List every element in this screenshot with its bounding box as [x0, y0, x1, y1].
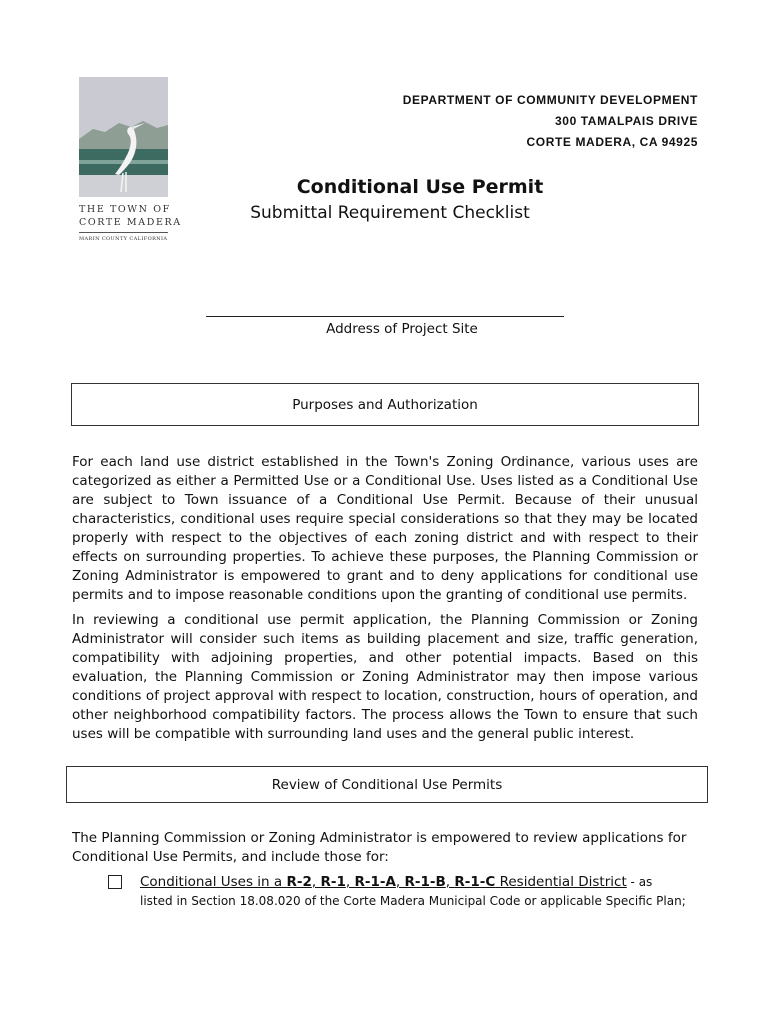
department-name: DEPARTMENT OF COMMUNITY DEVELOPMENT [402, 93, 698, 107]
department-city: CORTE MADERA, CA 94925 [526, 135, 698, 149]
section-title-purposes: Purposes and Authorization [292, 396, 478, 413]
department-header [403, 90, 698, 153]
logo-divider [79, 232, 168, 233]
logo-line-2: CORTE MADERA [79, 217, 182, 228]
checklist-item-label [140, 874, 652, 890]
separator: , [395, 874, 405, 890]
paragraph-purposes: For each land use district established in the Town's Zoning Ordinance, various uses are categorized as either a Permitted Use or a Conditional Use. Uses listed as a Conditional Use are subject to Town issuance of a Conditional Use Permit. Because of their unusual characteristics, conditional uses require special considerations so that they may be located properly with respect to the objectives of each zoning district and with respect to their effects on surrounding properties. To achieve these purposes, the Planning Commission or Zoning Administrator is empowered to grant and to deny applications for conditional use permits and to impose reasonable conditions upon the granting of conditional use permits. [72, 454, 698, 603]
residential-checkbox[interactable] [108, 875, 122, 889]
section-header-purposes [71, 383, 699, 426]
paragraph-review-criteria: In reviewing a conditional use permit application, the Planning Commission or Zoning Administrator will consider such items as building placement and size, traffic generation, compatibility with adjoining properties, and other potential impacts. Based on this evaluation, the Planning Commission or Zoning Administrator may then impose various conditions of project approval with respect to location, construction, hours of operation, and other neighborhood compatibility factors. The process allows the Town to ensure that such uses will be compatible with surrounding land uses and the general public interest. [72, 612, 698, 742]
section-title-review: Review of Conditional Use Permits [271, 776, 503, 793]
district-r1b: R-1-B [404, 874, 446, 890]
section-header-review [66, 766, 708, 803]
logo-line-1: THE TOWN OF [79, 204, 171, 215]
separator: , [445, 874, 455, 890]
town-logo [79, 77, 182, 247]
checklist-item-detail: listed in Section 18.08.020 of the Corte Madera Municipal Code or applicable Specific Plan; [140, 894, 686, 908]
checklist-prefix: Conditional Uses in a [140, 874, 287, 890]
department-street: 300 TAMALPAIS DRIVE [555, 114, 698, 128]
address-label: Address of Project Site [326, 321, 478, 337]
separator: , [311, 874, 321, 890]
address-input-line[interactable] [206, 316, 564, 317]
district-r1c: R-1-C [454, 874, 496, 890]
paragraph-review-intro: The Planning Commission or Zoning Administrator is empowered to review applications for Conditional Use Permits, and include those for: [72, 830, 687, 865]
separator: , [345, 874, 355, 890]
district-r2: R-2 [286, 874, 312, 890]
checklist-tail: - as [626, 875, 653, 889]
heron-logo-icon [79, 77, 168, 197]
document-title: Conditional Use Permit [296, 176, 544, 198]
district-r1: R-1 [320, 874, 346, 890]
checklist-suffix: Residential District [495, 874, 627, 890]
district-r1a: R-1-A [354, 874, 396, 890]
document-subtitle: Submittal Requirement Checklist [250, 203, 530, 223]
logo-subtitle: MARIN COUNTY CALIFORNIA [79, 236, 168, 242]
